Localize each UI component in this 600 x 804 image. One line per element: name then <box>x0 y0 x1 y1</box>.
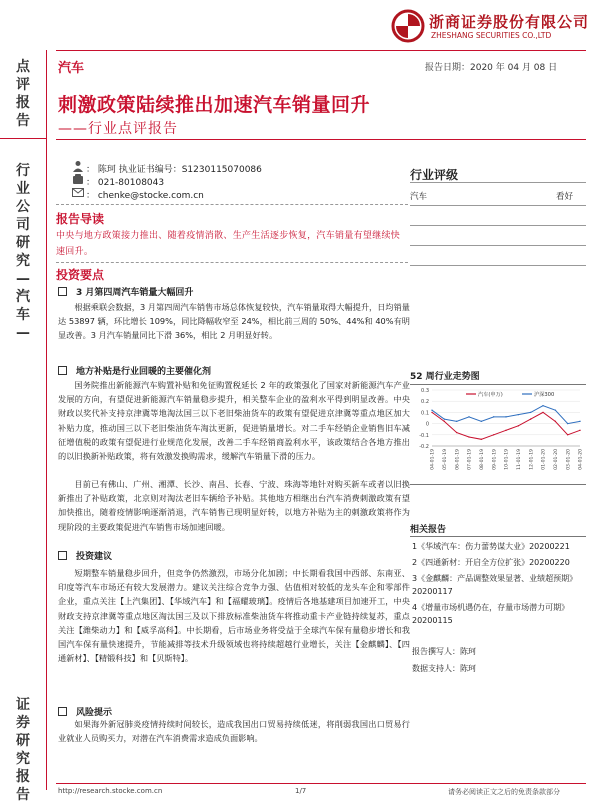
side-divider <box>0 138 46 139</box>
rating-value: 看好 <box>556 192 574 202</box>
related-title: 相关报告 <box>410 525 447 535</box>
point-paragraph: 国务院推出新能源汽车购置补贴和免征购置税延长 2 年的政策强化了国家对新能源汽车产业发展的方向，有望促进新能源汽车销量稳步提升，相关整车企业的盈利水平得到明显改善。中央财政以奖代补支持京津冀等地淘汰国三以下老旧柴油货车的政策有望促进京津冀等重点地区加大补贴力度，推动国三以下老旧柴油货车淘汰更新，促进销量增长。对二手车经销企业销售旧车减征增值税的政策有望促进行业规范化发展，改善二手车经销商盈利水平，该政策结合各地方推出的以旧换新补贴政策，将有效激发换购需求，缓解汽车销量下滑的压力。 <box>58 380 410 462</box>
industry-label: 汽车 <box>58 61 85 76</box>
x-tick-label: 12-01-19 <box>529 449 535 470</box>
x-tick-label: 02-01-20 <box>553 449 559 470</box>
guide-text: 中央与地方政策接力推出、随着疫情消散、生产生活逐步恢复，汽车销量有望继续快速回升。 <box>56 231 401 257</box>
data-point <box>468 436 469 437</box>
disclaimer-note: 请务必阅读正文之后的免责条款部分 <box>448 788 560 796</box>
data-point <box>518 414 519 415</box>
footer-rule <box>56 783 586 784</box>
data-point <box>579 430 580 431</box>
analyst-name: ： 陈珂 执业证书编号：S1230115070086 <box>86 165 262 175</box>
trend-chart <box>410 386 586 482</box>
x-tick-label: 07-01-19 <box>467 449 473 470</box>
x-tick-label: 06-01-19 <box>455 449 461 470</box>
y-tick-label: 0.1 <box>421 410 429 417</box>
analyst-divider <box>56 204 408 205</box>
bullet-icon <box>58 287 67 296</box>
data-point <box>518 425 519 426</box>
page-subtitle: ——行业点评报告 <box>58 121 178 137</box>
phone-icon <box>72 174 84 185</box>
x-tick-label: 08-01-19 <box>479 449 485 470</box>
data-point <box>456 421 457 422</box>
point-title: 投资建议 <box>76 552 113 562</box>
report-date: 报告日期：2020 年 04 月 08 日 <box>425 63 558 73</box>
bullet-icon <box>58 551 67 560</box>
left-margin-rule <box>46 50 47 790</box>
point-title: 地方补贴是行业回暖的主要催化剂 <box>76 367 212 377</box>
points-title: 投资要点 <box>56 268 105 282</box>
y-tick-label: 0.2 <box>421 399 429 406</box>
related-report: 4《增量市场机遇仍在，存量市场潜力可期》20200115 <box>412 603 570 625</box>
legend-label: 沪深300 <box>534 392 555 398</box>
person-icon <box>72 160 84 172</box>
data-point <box>468 416 469 417</box>
x-tick-label: 01-01-20 <box>541 449 547 470</box>
data-point <box>555 421 556 422</box>
report-writer: 报告撰写人：陈珂 <box>412 647 476 656</box>
x-tick-label: 03-01-20 <box>566 449 572 470</box>
title-rule <box>56 139 586 140</box>
analyst-email[interactable]: ： chenke@stocke.com.cn <box>86 191 204 201</box>
footer-url[interactable]: http://research.stocke.com.cn <box>58 787 163 795</box>
data-point <box>431 409 432 410</box>
x-tick-label: 10-01-19 <box>504 449 510 470</box>
guide-divider <box>56 262 408 263</box>
rating-rule <box>410 182 586 183</box>
data-point <box>567 423 568 424</box>
point-paragraph: 短期整车销量稳步回升，但竞争仍然激烈，市场分化加剧；中长期看我国中西部、东南亚、印度等汽车市场还有较大发展潜力。建议关注综合竞争力强、估值相对较低的龙头车企和零部件企业，重点关注【上汽集团】、【华域汽车】和【福耀玻璃】。疫情后各地基建项目加速开工，中央财政支持京津冀等重点地区淘汰国三及以下排放标准柴油货车将推动重卡产业链持续复苏，重点关注【潍柴动力】和【威孚高科】。中长期看，后市场业务将受益于全球汽车保有量稳步增长和我国汽车保有量快速提升，节能减排等技术升级领域也将持续超越行业增长，关注【金麒麟】、【四通新材】、【精锻科技】和【贝斯特】。 <box>58 568 410 664</box>
data-point <box>579 421 580 422</box>
bullet-icon <box>58 366 67 375</box>
y-tick-label: 0.3 <box>421 388 429 394</box>
side-label-research: 证券研究报告 <box>16 697 30 803</box>
data-point <box>444 418 445 419</box>
x-tick-label: 04-01-19 <box>430 449 436 470</box>
side-label-section: 行业公司研究—汽车— <box>16 163 30 341</box>
legend-label: 汽车(申万) <box>478 392 503 398</box>
company-name-cn: 浙商证券股份有限公司 <box>429 13 590 31</box>
point-paragraph: 目前已有佛山、广州、湘潭、长沙、南昌、长春、宁波、珠海等地针对购买新车或者以旧换新推出了补贴政策，北京则对淘汰老旧车辆给予补贴。其他地方相继出台汽车消费刺激政策有望加快推出，随着疫情影响逐渐消退，汽车销售已现明显好转，以地方补贴为主的刺激政策将作为现阶段的主要政策促进汽车销售市场加速回暖。 <box>58 479 410 532</box>
point-paragraph: 如果海外新冠肺炎疫情持续时间较长，造成我国出口贸易持续低迷，将削弱我国出口贸易行业就业人员购买力，对潜在汽车消费需求造成负面影响。 <box>58 719 410 744</box>
rating-rule <box>410 265 586 266</box>
y-tick-label: -0.1 <box>419 432 429 439</box>
rating-rule <box>410 225 586 226</box>
x-tick-label: 04-01-20 <box>578 449 584 470</box>
guide-title: 报告导读 <box>56 212 105 226</box>
data-point <box>493 434 494 435</box>
chart-rule <box>410 384 586 385</box>
data-point <box>456 432 457 433</box>
rating-industry: 汽车 <box>410 192 428 202</box>
related-report: 1《华域汽车：伤力蕾势谋大业》20200221 <box>412 542 570 551</box>
data-point <box>493 416 494 417</box>
data-point <box>431 412 432 413</box>
side-label-report-type: 点评报告 <box>16 59 30 129</box>
data-point <box>505 430 506 431</box>
series-line-hs300 <box>432 406 580 424</box>
data-point <box>530 418 531 419</box>
data-point <box>530 412 531 413</box>
data-point <box>505 416 506 417</box>
y-tick-label: 0 <box>425 421 429 428</box>
data-point <box>555 409 556 410</box>
data-point <box>444 421 445 422</box>
data-point <box>481 421 482 422</box>
analyst-phone: ： 021-80108043 <box>86 178 165 188</box>
related-report: 2《四通新材：开启全方位扩张》20200220 <box>412 558 570 567</box>
data-point <box>542 405 543 406</box>
bullet-icon <box>58 707 67 716</box>
page-title: 刺激政策陆续推出加速汽车销量回升 <box>58 94 371 116</box>
point-title: 风险提示 <box>76 708 113 718</box>
x-tick-label: 11-01-19 <box>516 449 522 470</box>
x-tick-label: 09-01-19 <box>492 449 498 470</box>
rating-title: 行业评级 <box>410 168 459 182</box>
page-number: 1/7 <box>295 787 307 795</box>
data-support: 数据支持人：陈珂 <box>412 664 476 673</box>
point-title: 3 月第四周汽车销量大幅回升 <box>76 288 194 298</box>
data-point <box>481 439 482 440</box>
rating-rule <box>410 205 586 206</box>
rating-rule <box>410 245 586 246</box>
data-point <box>542 412 543 413</box>
email-icon <box>72 188 84 197</box>
chart-rule <box>410 484 586 485</box>
related-report: 3《金麒麟：产品调整效果显著、业绩超预期》20200117 <box>412 574 578 596</box>
point-paragraph: 根据乘联会数据，3 月第四周汽车销售市场总体恢复较快，汽车销量取得大幅提升，日均销量达 53897 辆，环比增长 109%，同比降幅收窄至 24%，相比前三周的 50%、44%和 40%有明显改善。3 月汽车销量同比下滑 36%，相比 2 月明显好转。 <box>58 302 410 341</box>
company-name-en: ZHESHANG SECURITIES CO.,LTD <box>431 31 552 40</box>
header-rule <box>56 50 586 51</box>
data-point <box>567 434 568 435</box>
zheshang-logo-icon <box>391 9 425 43</box>
related-rule <box>410 536 586 537</box>
y-tick-label: -0.2 <box>419 444 429 450</box>
x-tick-label: 05-01-19 <box>442 449 448 470</box>
chart-title: 52 周行业走势图 <box>410 372 480 382</box>
